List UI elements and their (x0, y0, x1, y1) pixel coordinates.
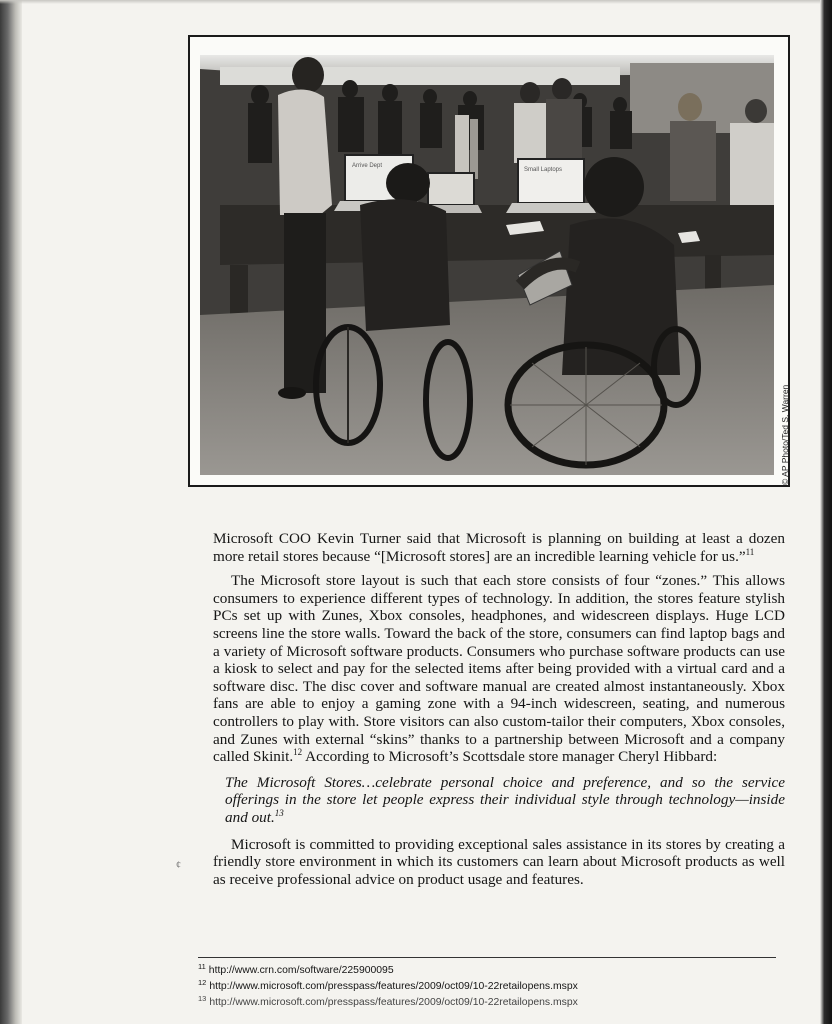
paragraph-2: The Microsoft store layout is such that each store consists of four “zones.” This allows consumers to experience different types of technology. In addition, the stores feature stylish PCs set up with Zunes, Xbox consoles, headphones, and widescreen displays. Huge LCD screens line the store walls. Toward the back of the store, consumers can find laptop bags and a variety of Microsoft software products. Consumers who purchase software products can use a kiosk to select and pay for the selected items after being provided with a virtual card and a software disc. The disc cover and software manual are created almost instantaneously. Xbox fans are able to enjoy a gaming zone with a 94-inch widescreen, seating, and numerous controllers to play with. Store visitors can also custom-tailor their computers, Xbox consoles, and Zunes with external “skins” thanks to a partnership between Microsoft and a company called Skinit.$^{12}$ According to Microsoft’s Scottsdale store manager Cheryl Hibbard: (213, 572, 785, 766)
footnote-ref-11[interactable]: 11 (745, 546, 755, 557)
paragraph-1: Microsoft COO Kevin Turner said that Microsoft is planning on building at least a dozen more retail stores because “[Microsoft stores] are an incredible learning vehicle for us.”$^{11}$ (213, 530, 785, 565)
footnote-rule (198, 957, 776, 958)
footnote-link-13[interactable]: http://www.microsoft.com/presspass/features/2009/oct09/10-22retailopens.mspx (209, 997, 578, 1008)
photo-credit: © AP Photo/Ted S. Warren (780, 384, 790, 485)
body-text (213, 530, 785, 888)
margin-mark: ¢ (176, 860, 181, 871)
footnote-ref-12[interactable]: 12 (293, 747, 303, 758)
book-spine-shadow (0, 0, 22, 1024)
page-right-edge (820, 0, 832, 1024)
footnote-11: $^{11}$ http://www.crn.com/software/225900095 (198, 962, 394, 976)
footnote-ref-13[interactable]: 13 (274, 807, 284, 818)
photo-frame (188, 35, 790, 487)
page-top-shadow (0, 0, 832, 4)
footnote-13: $^{13}$ http://www.microsoft.com/presspass/features/2009/oct09/10-22retailopens.mspx (198, 994, 578, 1008)
footnote-link-11[interactable]: http://www.crn.com/software/225900095 (208, 965, 394, 976)
footnote-12: $^{12}$ http://www.microsoft.com/presspass/features/2009/oct09/10-22retailopens.mspx (198, 978, 578, 992)
laptop-screen-label-1: Arrive Dept (352, 163, 383, 169)
footnote-link-12[interactable]: http://www.microsoft.com/presspass/features/2009/oct09/10-22retailopens.mspx (209, 981, 578, 992)
paragraph-3: Microsoft is committed to providing exceptional sales assistance in its stores by creating a friendly store environment in which its customers can learn about Microsoft products as well as receive professional advice on product usage and features. (213, 835, 785, 888)
store-photo (200, 55, 774, 475)
footnotes (198, 962, 788, 1008)
laptop-screen-label-2: Small Laptops (524, 167, 563, 173)
store-photo-illustration (200, 55, 774, 475)
block-quote: The Microsoft Stores…celebrate personal choice and preference, and so the service offerings in the store let people express their individual style through technology—inside and out.$^{13}$ (225, 773, 785, 826)
